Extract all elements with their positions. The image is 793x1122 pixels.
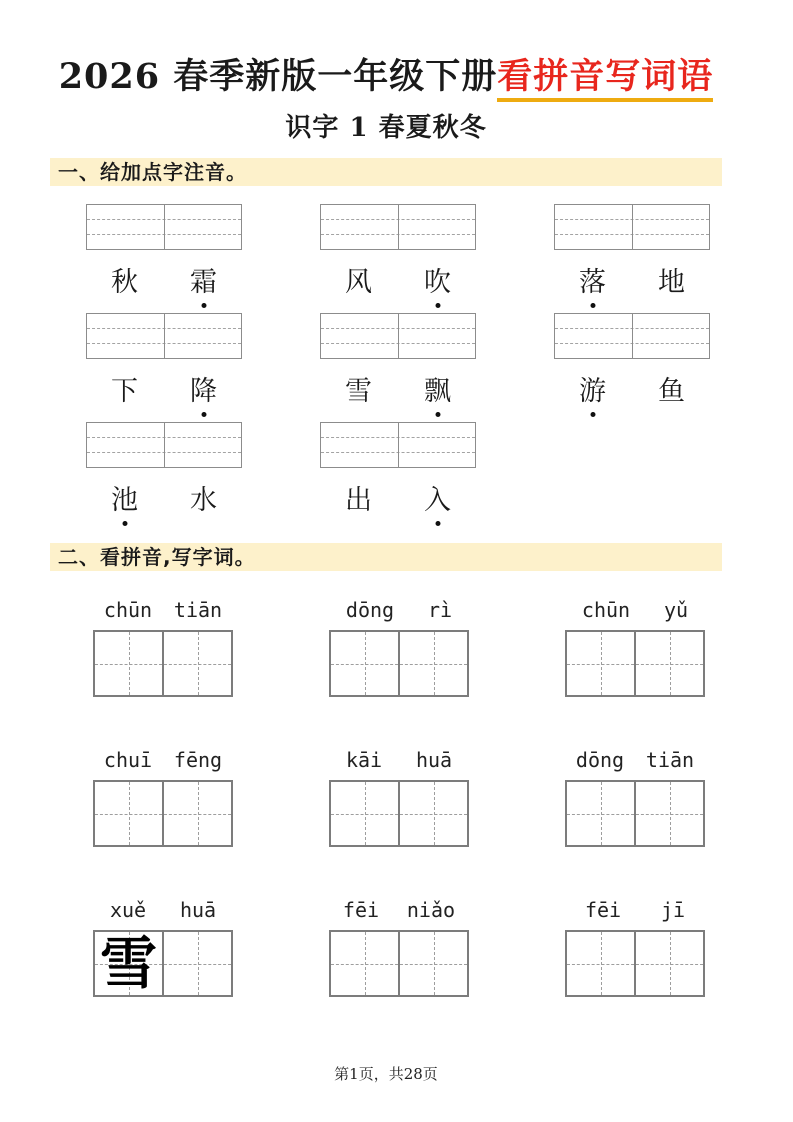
word-pair <box>320 483 476 519</box>
word-char: 游 <box>579 374 606 410</box>
word-pair <box>86 483 242 519</box>
character-write-grid <box>93 780 233 847</box>
pinyin-syllable: dōng <box>345 598 395 622</box>
word-pair <box>554 374 710 410</box>
pinyin-syllable: dōng <box>575 748 625 772</box>
annotation-unit <box>86 313 242 410</box>
section1-heading: 一、给加点字注音。 <box>50 158 722 186</box>
word-pair <box>320 374 476 410</box>
pinyin-syllable: niǎo <box>406 898 456 922</box>
annotation-unit <box>320 422 476 519</box>
pinyin-write-grid <box>86 204 242 250</box>
grid-line <box>198 632 199 695</box>
character-write-grid <box>329 930 469 997</box>
pinyin-word-unit <box>329 597 469 697</box>
pinyin-syllable: chūn <box>581 598 631 622</box>
pinyin-syllable: xuě <box>109 898 147 922</box>
word-char: 水 <box>190 485 217 516</box>
pinyin-write-grid <box>320 422 476 468</box>
section2-body <box>50 597 722 997</box>
annotation-unit <box>86 204 242 301</box>
annotation-unit <box>554 313 710 410</box>
title-main: 2026 春季新版一年级下册 <box>58 56 498 97</box>
word-char: 风 <box>345 267 372 298</box>
character-write-grid <box>329 630 469 697</box>
word-char: 地 <box>658 267 685 298</box>
word-char: 霜 <box>190 265 217 301</box>
pinyin-pair <box>93 897 233 923</box>
pinyin-word-unit <box>93 597 233 697</box>
pinyin-write-grid <box>320 313 476 359</box>
write-cell <box>162 932 231 995</box>
pinyin-syllable: fēi <box>584 898 622 922</box>
word-char: 池 <box>111 483 138 519</box>
write-cell <box>162 782 231 845</box>
grid-line <box>164 205 165 249</box>
write-cell <box>95 632 162 695</box>
pinyin-pair <box>329 597 469 623</box>
pinyin-syllable: chūn <box>103 598 153 622</box>
written-character: 雪 <box>100 930 157 997</box>
word-char: 落 <box>579 265 606 301</box>
pinyin-write-grid <box>86 313 242 359</box>
page-number: 第1页，共28页 <box>334 1065 438 1083</box>
grid-line <box>601 632 602 695</box>
pinyin-pair <box>329 747 469 773</box>
grid-line <box>164 314 165 358</box>
pinyin-write-grid <box>86 422 242 468</box>
annotation-unit <box>554 204 710 301</box>
write-cell <box>398 782 467 845</box>
grid-line <box>434 632 435 695</box>
word-char: 雪 <box>345 376 372 407</box>
character-write-grid <box>565 780 705 847</box>
write-cell <box>95 932 162 995</box>
lesson-subtitle: 识字 1 春夏秋冬 <box>285 113 487 143</box>
word-char: 秋 <box>111 267 138 298</box>
character-write-grid <box>565 930 705 997</box>
word-char: 入 <box>424 483 451 519</box>
grid-line <box>129 782 130 845</box>
section1-body <box>50 204 722 519</box>
character-write-grid <box>93 630 233 697</box>
write-cell <box>634 932 703 995</box>
write-cell <box>567 932 634 995</box>
word-pair <box>320 265 476 301</box>
pinyin-word-unit <box>329 747 469 847</box>
pinyin-syllable: kāi <box>345 748 383 772</box>
pinyin-write-grid <box>554 204 710 250</box>
grid-line <box>670 632 671 695</box>
word-pair <box>86 374 242 410</box>
write-cell <box>331 632 398 695</box>
write-cell <box>634 632 703 695</box>
pinyin-syllable: yǔ <box>663 598 689 622</box>
section2-heading: 二、看拼音,写字词。 <box>50 543 722 571</box>
word-char: 吹 <box>424 265 451 301</box>
write-cell <box>331 932 398 995</box>
write-cell <box>567 632 634 695</box>
pinyin-word-unit <box>93 897 233 997</box>
pinyin-pair <box>565 897 705 923</box>
pinyin-syllable: huā <box>415 748 453 772</box>
pinyin-word-unit <box>565 597 705 697</box>
word-pair <box>86 265 242 301</box>
grid-line <box>198 932 199 995</box>
word-pair <box>554 265 710 301</box>
word-char: 降 <box>190 374 217 410</box>
word-char: 下 <box>111 376 138 407</box>
write-cell <box>95 782 162 845</box>
grid-line <box>365 932 366 995</box>
grid-line <box>398 205 399 249</box>
grid-line <box>434 932 435 995</box>
grid-line <box>398 423 399 467</box>
grid-line <box>365 782 366 845</box>
grid-line <box>129 632 130 695</box>
pinyin-write-grid <box>320 204 476 250</box>
title-highlight: 看拼音写词语 <box>497 56 713 102</box>
grid-line <box>601 932 602 995</box>
character-write-grid <box>329 780 469 847</box>
annotation-unit <box>320 313 476 410</box>
pinyin-syllable: fēi <box>342 898 380 922</box>
pinyin-write-grid <box>554 313 710 359</box>
pinyin-pair <box>565 597 705 623</box>
pinyin-syllable: jī <box>660 898 686 922</box>
pinyin-pair <box>93 597 233 623</box>
grid-line <box>670 932 671 995</box>
annotation-unit <box>86 422 242 519</box>
grid-line <box>434 782 435 845</box>
pinyin-syllable: huā <box>179 898 217 922</box>
pinyin-word-unit <box>93 747 233 847</box>
grid-line <box>365 632 366 695</box>
grid-line <box>164 423 165 467</box>
character-write-grid <box>93 930 233 997</box>
word-char: 鱼 <box>658 376 685 407</box>
grid-line <box>632 205 633 249</box>
write-cell <box>398 632 467 695</box>
pinyin-syllable: rì <box>427 598 453 622</box>
pinyin-syllable: tiān <box>173 598 223 622</box>
page-title <box>50 0 722 98</box>
grid-line <box>601 782 602 845</box>
grid-line <box>198 782 199 845</box>
pinyin-pair <box>93 747 233 773</box>
annotation-unit <box>320 204 476 301</box>
pinyin-word-unit <box>565 747 705 847</box>
write-cell <box>398 932 467 995</box>
grid-line <box>670 782 671 845</box>
write-cell <box>331 782 398 845</box>
word-char: 飘 <box>424 374 451 410</box>
word-char: 出 <box>345 485 372 516</box>
pinyin-syllable: fēng <box>173 748 223 772</box>
pinyin-pair <box>565 747 705 773</box>
character-write-grid <box>565 630 705 697</box>
pinyin-syllable: tiān <box>645 748 695 772</box>
write-cell <box>162 632 231 695</box>
pinyin-syllable: chuī <box>103 748 153 772</box>
write-cell <box>567 782 634 845</box>
pinyin-word-unit <box>565 897 705 997</box>
pinyin-pair <box>329 897 469 923</box>
pinyin-word-unit <box>329 897 469 997</box>
write-cell <box>634 782 703 845</box>
grid-line <box>398 314 399 358</box>
grid-line <box>632 314 633 358</box>
